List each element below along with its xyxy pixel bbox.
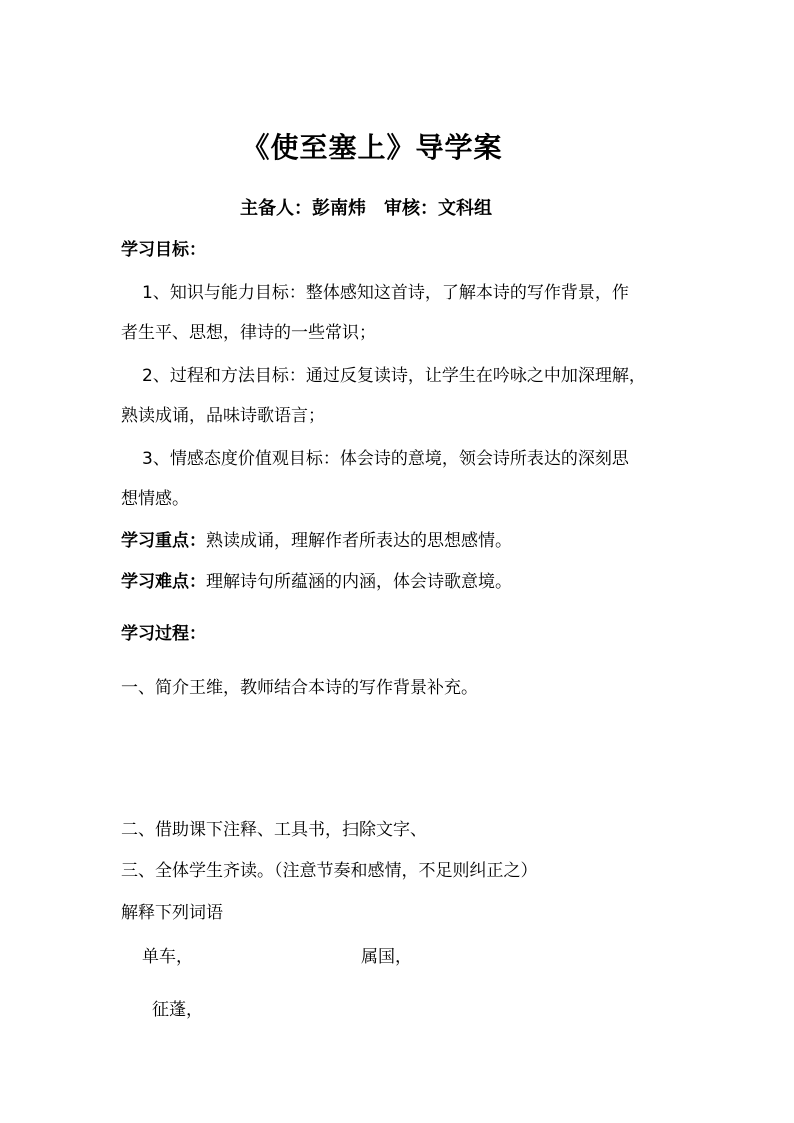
difficulty-line: [121, 570, 512, 594]
process-step-3: 三、全体学生齐读。（注意节奏和感情，不足则纠正之）: [121, 861, 538, 881]
vocab-word-2: 属国，: [361, 947, 412, 967]
objective-1-line-2: 者生平、思想，律诗的一些常识；: [121, 323, 376, 343]
focus-text: 熟读成诵，理解作者所表达的思想感情。: [206, 531, 512, 551]
difficulty-text: 理解诗句所蕴涵的内涵，体会诗歌意境。: [206, 572, 512, 592]
preparer: 主备人：彭南炜: [240, 198, 366, 219]
process-step-2: 二、借助课下注释、工具书，扫除文字、: [121, 820, 427, 840]
objective-1-line-1: 1、知识与能力目标：整体感知这首诗，了解本诗的写作背景，作: [142, 283, 629, 303]
vocab-word-1: 单车，: [142, 947, 193, 967]
vocab-word-3: 征蓬，: [152, 1000, 203, 1020]
focus-line: [121, 529, 512, 553]
difficulty-label: 学习难点：: [121, 572, 206, 592]
objective-3-line-2: 想情感。: [121, 489, 189, 509]
objective-2-line-2: 熟读成诵，品味诗歌语言；: [121, 406, 325, 426]
author-line: [240, 197, 492, 221]
process-step-1: 一、简介王维，教师结合本诗的写作背景补充。: [121, 678, 478, 698]
objective-2-line-1: 2、过程和方法目标：通过反复读诗，让学生在吟咏之中加深理解，: [142, 366, 646, 386]
objective-3-line-1: 3、情感态度价值观目标：体会诗的意境，领会诗所表达的深刻思: [142, 449, 629, 469]
objectives-heading: 学习目标：: [121, 240, 206, 260]
vocab-heading: 解释下列词语: [121, 903, 223, 923]
focus-label: 学习重点：: [121, 531, 206, 551]
page-title: 《使至塞上》导学案: [241, 131, 503, 164]
reviewer: 审核：文科组: [384, 198, 492, 219]
process-heading: 学习过程：: [121, 624, 206, 644]
